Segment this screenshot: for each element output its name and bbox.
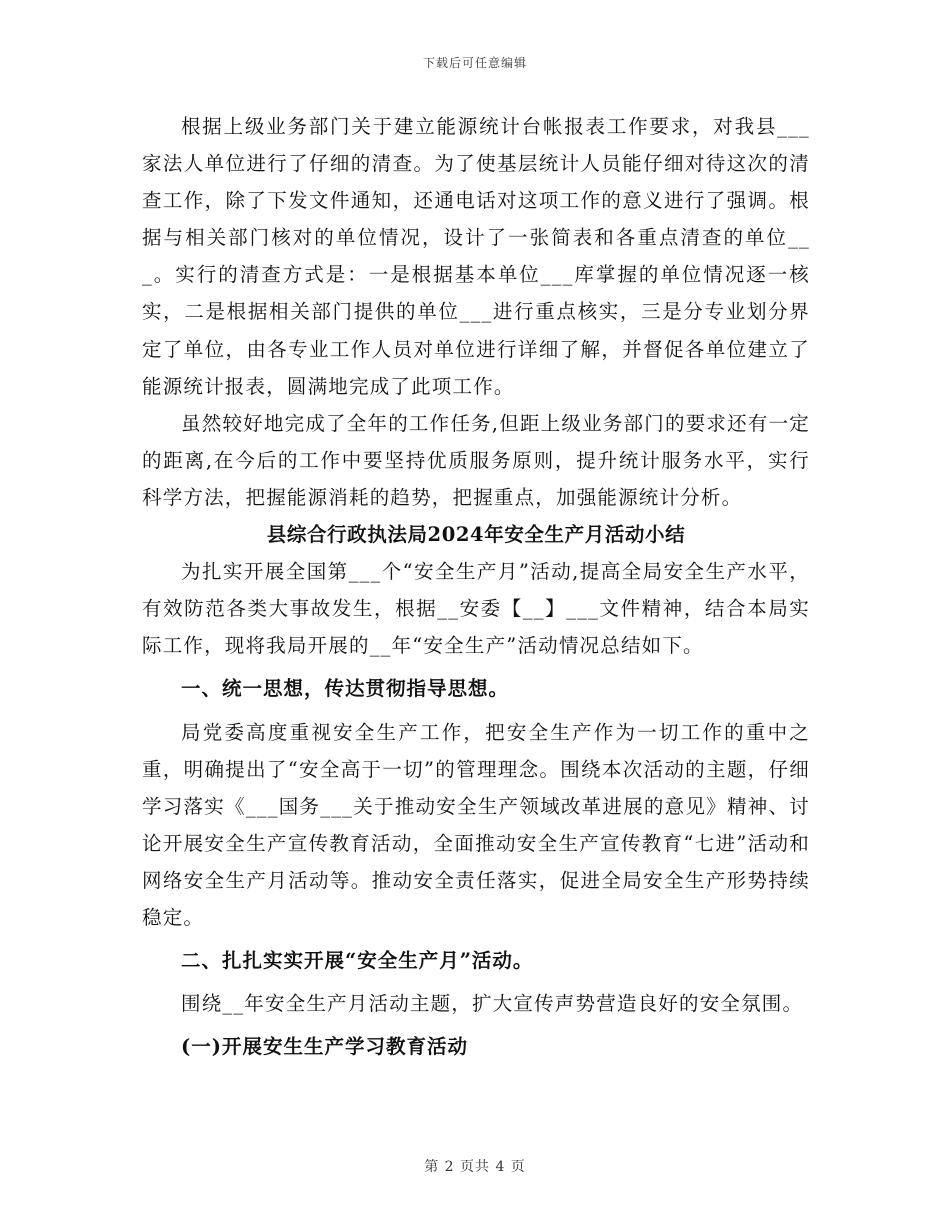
document-body [142, 108, 810, 1065]
paragraph-activity-theme: 围绕__年安全生产月活动主题，扩大宣传声势营造良好的安全氛围。 [181, 992, 804, 1016]
page-number: 第 2 页共 4 页 [424, 1159, 526, 1175]
document-title: 县综合行政执法局2024年安全生产月活动小结 [266, 523, 686, 547]
paragraph-shortcomings: 虽然较好地完成了全年的工作任务,但距上级业务部门的要求还有一定的距离,在今后的工作中要坚持优质服务原则，提升统计服务水平，实行科学方法，把握能源消耗的趋势，把握重点，加强能源统计分析。 [142, 411, 810, 509]
subsection-heading-1: (一)开展安生生产学习教育活动 [181, 1035, 468, 1059]
section-heading-1: 一、统一思想，传达贯彻指导思想。 [181, 677, 510, 701]
paragraph-ideology: 局党委高度重视安全生产工作，把安全生产作为一切工作的重中之重，明确提出了“安全高于一切”的管理理念。围绕本次活动的主题，仔细学习落实《___国务___关于推动安全生产领域改革进展的意见》精神、讨论开展安全生产宣传教育活动，全面推动安全生产宣传教育“七进”活动和网络安全生产月活动等。推动安全责任落实，促进全局安全生产形势持续稳定。 [142, 720, 810, 929]
section-heading-2: 二、扎扎实实开展“安全生产月”活动。 [181, 949, 534, 973]
paragraph-intro: 为扎实开展全国第___个“安全生产月”活动,提高全局安全生产水平，有效防范各类大事故发生，根据__安委【__】___文件精神，结合本局实际工作，现将我局开展的__年“安全生产”活动情况总结如下。 [142, 560, 810, 658]
header-note: 下载后可任意编辑 [422, 56, 527, 70]
paragraph-energy-check: 根据上级业务部门关于建立能源统计台帐报表工作要求，对我县___家法人单位进行了仔细的清查。为了使基层统计人员能仔细对待这次的清查工作，除了下发文件通知，还通电话对这项工作的意义进行了强调。根据与相关部门核对的单位情况，设计了一张简表和各重点清查的单位___。实行的清查方式是：一是根据基本单位___库掌握的单位情况逐一核实，二是根据相关部门提供的单位___进行重点核实，三是分专业划分界定了单位，由各专业工作人员对单位进行详细了解，并督促各单位建立了能源统计报表，圆满地完成了此项工作。 [142, 115, 810, 398]
